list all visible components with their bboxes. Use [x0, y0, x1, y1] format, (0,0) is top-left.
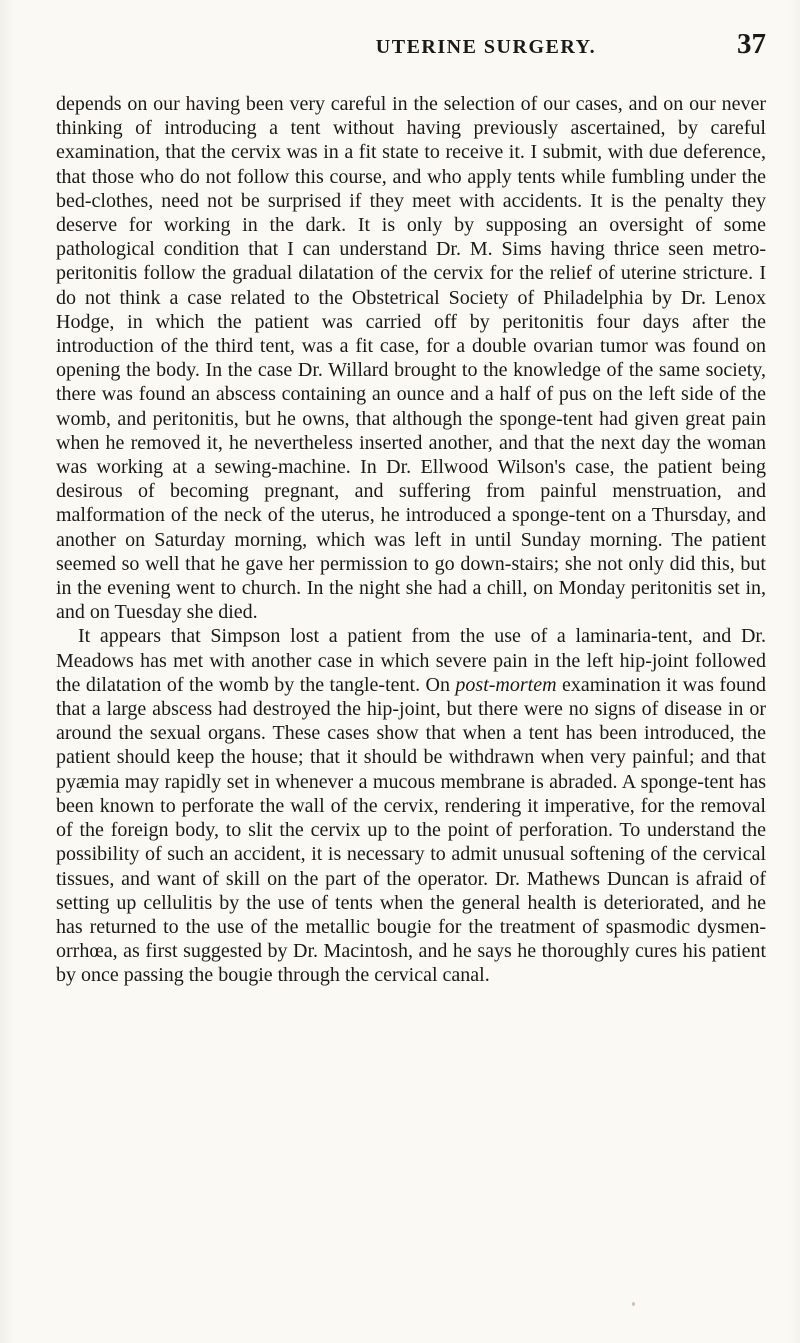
running-title: UTERINE SURGERY. [375, 36, 597, 58]
italic-term: post-mortem [455, 673, 557, 696]
paragraph-2 [56, 624, 766, 987]
paragraph-2-start: It appears that Simpson lost a patient from the use of a laminaria-tent, and Dr. Meadows has met with another case in which severe pain in the left hip-joint followed the dilatation of the womb by the tangle-tent. On [56, 625, 766, 696]
running-head [56, 22, 766, 62]
body-text [56, 92, 766, 988]
paper-speck [632, 1302, 635, 1306]
paragraph-2-end: examination it was found that a large abscess had destroyed the hip-joint, but there were no signs of disease in or around the sexual organs. These cases show that when a tent has been introduced, the patient should keep the house; that it should be withdrawn when very painful; and that pyæmia may rapidly set in whenever a mucous membrane is abraded. A sponge-tent has been known to perforate the wall of the cervix, rendering it imperative, for the removal of the foreign body, to slit the cervix up to the point of perforation. To understand the possibility of such an accident, it is necessary to admit unusual softening of the cervical tissues, and want of skill on the part of the operator. Dr. Mathews Duncan is afraid of setting up cellulitis by the use of tents when the general health is deteriorated, and he has returned to the use of the metallic bougie for the treatment of spasmodic dysmenorrhœa, as first suggested by Dr. Macintosh, and he says he thoroughly cures his patient by once passing the bougie through the cervical canal. [56, 673, 766, 987]
page-number: 37 [737, 28, 766, 60]
paragraph-1: depends on our having been very careful in the selection of our cases, and on our never thinking of introducing a tent without having previously ascertained, by careful examination, that the cervix was in a fit state to receive it. I submit, with due deference, that those who do not follow this course, and who apply tents while fumbling under the bed-clothes, need not be surprised if they meet with accidents. It is the penalty they deserve for working in the dark. It is only by supposing an oversight of some pathological condition that I can understand Dr. M. Sims having thrice seen metro-peritonitis follow the gradual dilatation of the cervix for the relief of uterine stricture. I do not think a case related to the Obstetrical Society of Philadelphia by Dr. Lenox Hodge, in which the patient was carried off by peritonitis four days after the introduction of the third tent, was a fit case, for a double ovarian tumor was found on opening the body. In the case Dr. Willard brought to the knowledge of the same society, there was found an abscess containing an ounce and a half of pus on the left side of the womb, and peritonitis, but he owns, that although the sponge-tent had given great pain when he removed it, he nevertheless inserted another, and that the next day the woman was working at a sewing-machine. In Dr. Ellwood Wilson's case, the patient being desirous of becoming pregnant, and suffering from painful menstruation, and malformation of the neck of the uterus, he introduced a sponge-tent on a Thursday, and another on Saturday morning, which was left in until Sunday morning. The patient seemed so well that he gave her permission to go down-stairs; she not only did this, but in the evening went to church. In the night she had a chill, on Monday peritonitis set in, and on Tuesday she died. [56, 93, 766, 624]
